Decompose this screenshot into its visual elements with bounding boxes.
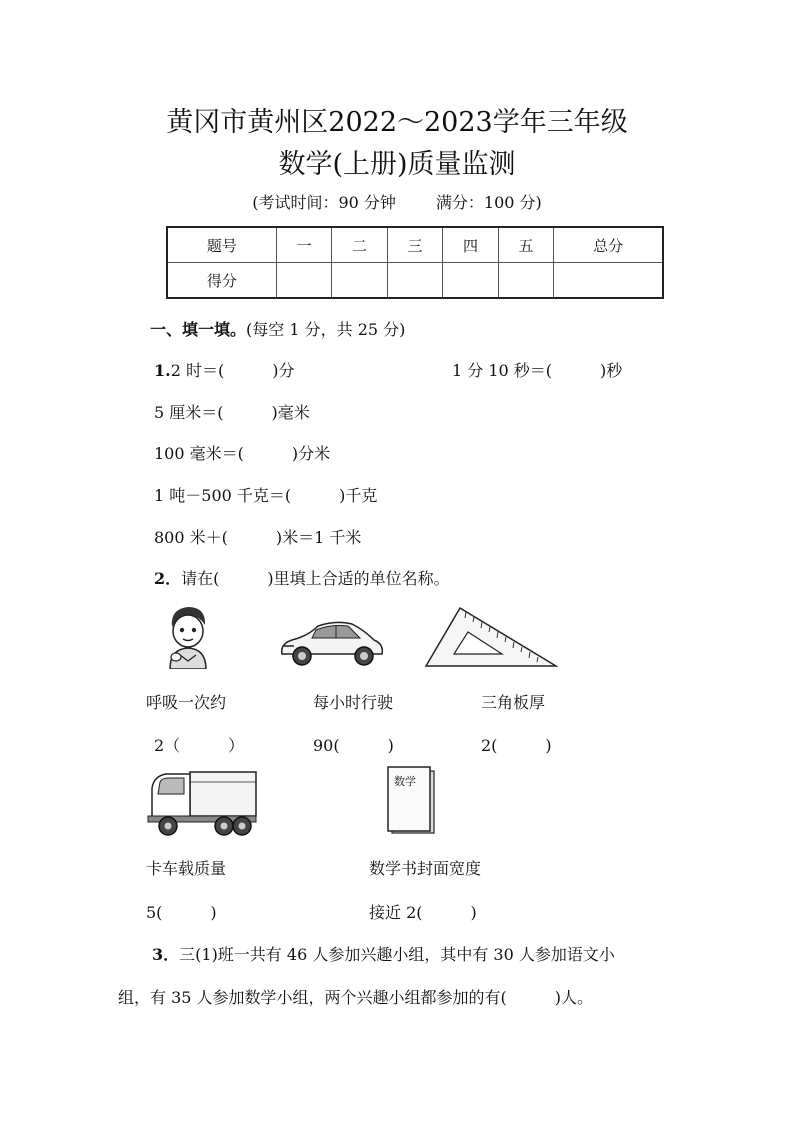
q2-label-1: 呼吸一次约	[146, 693, 227, 712]
q1-text-1: 2 时＝( )分	[170, 361, 295, 380]
book-cover-text: 数学	[394, 775, 416, 788]
score-col-0: 题号	[167, 227, 276, 263]
score-cell[interactable]	[498, 263, 554, 299]
q1-item-2: 1 分 10 秒＝( )秒	[452, 361, 623, 380]
page-title-line1: 黄冈市黄州区2022～2023学年三年级	[166, 107, 628, 138]
score-col-2: 二	[332, 227, 388, 263]
score-cell[interactable]	[276, 263, 332, 299]
q1-item-5: 1 吨－500 千克＝( )千克	[154, 486, 378, 505]
q2-label-4: 卡车载质量	[146, 859, 227, 878]
q2-answer-4: 5( )	[146, 903, 217, 922]
score-col-3: 三	[387, 227, 443, 263]
q2-label-3: 三角板厚	[481, 693, 546, 712]
q2-prompt	[154, 566, 450, 589]
q1-item-4: 100 毫米＝( )分米	[154, 444, 331, 463]
score-col-1: 一	[276, 227, 332, 263]
q3-number: 3．	[152, 945, 180, 964]
triangle-ruler-icon	[424, 606, 558, 668]
score-cell[interactable]	[443, 263, 499, 299]
page-title-line2: 数学(上册)质量监测	[278, 149, 516, 180]
score-table-score-row	[167, 263, 663, 299]
q2-label-2: 每小时行驶	[313, 693, 394, 712]
score-row-label: 得分	[167, 263, 276, 299]
q2-answer-3: 2( )	[481, 736, 552, 755]
section-title: 一、填一填。	[150, 320, 247, 339]
q3-text-1: 三(1)班一共有 46 人参加兴趣小组，其中有 30 人参加语文小	[179, 945, 615, 964]
q2-text: 请在( )里填上合适的单位名称。	[181, 569, 450, 588]
score-table-header-row	[167, 227, 663, 263]
exam-time: (考试时间：90 分钟	[252, 193, 396, 212]
boy-icon	[158, 603, 218, 669]
math-book-icon	[386, 765, 438, 837]
section-note: (每空 1 分，共 25 分)	[246, 320, 406, 339]
q2-answer-1: 2（ ）	[154, 736, 245, 755]
score-cell[interactable]	[332, 263, 388, 299]
q3-line-2: 组，有 35 人参加数学小组，两个兴趣小组都参加的有( )人。	[118, 988, 594, 1007]
score-col-4: 四	[443, 227, 499, 263]
exam-info	[0, 190, 794, 213]
full-score: 满分：100 分)	[435, 193, 542, 212]
score-col-6: 总分	[554, 227, 663, 263]
score-cell[interactable]	[387, 263, 443, 299]
score-cell[interactable]	[554, 263, 663, 299]
q1-number: 1.	[154, 361, 171, 380]
q1-item-3: 5 厘米＝( )毫米	[154, 403, 310, 422]
score-col-5: 五	[498, 227, 554, 263]
score-table	[166, 226, 664, 299]
section-heading	[150, 317, 405, 340]
q1-item-6: 800 米＋( )米＝1 千米	[154, 528, 362, 547]
truck-icon	[144, 764, 258, 838]
q2-number: 2．	[154, 569, 182, 588]
car-icon	[278, 616, 386, 668]
q2-answer-5: 接近 2( )	[369, 903, 477, 922]
q3-line-1	[152, 942, 615, 965]
q2-answer-2: 90( )	[313, 736, 394, 755]
q1-item-1	[154, 358, 294, 381]
q2-label-5: 数学书封面宽度	[369, 859, 482, 878]
